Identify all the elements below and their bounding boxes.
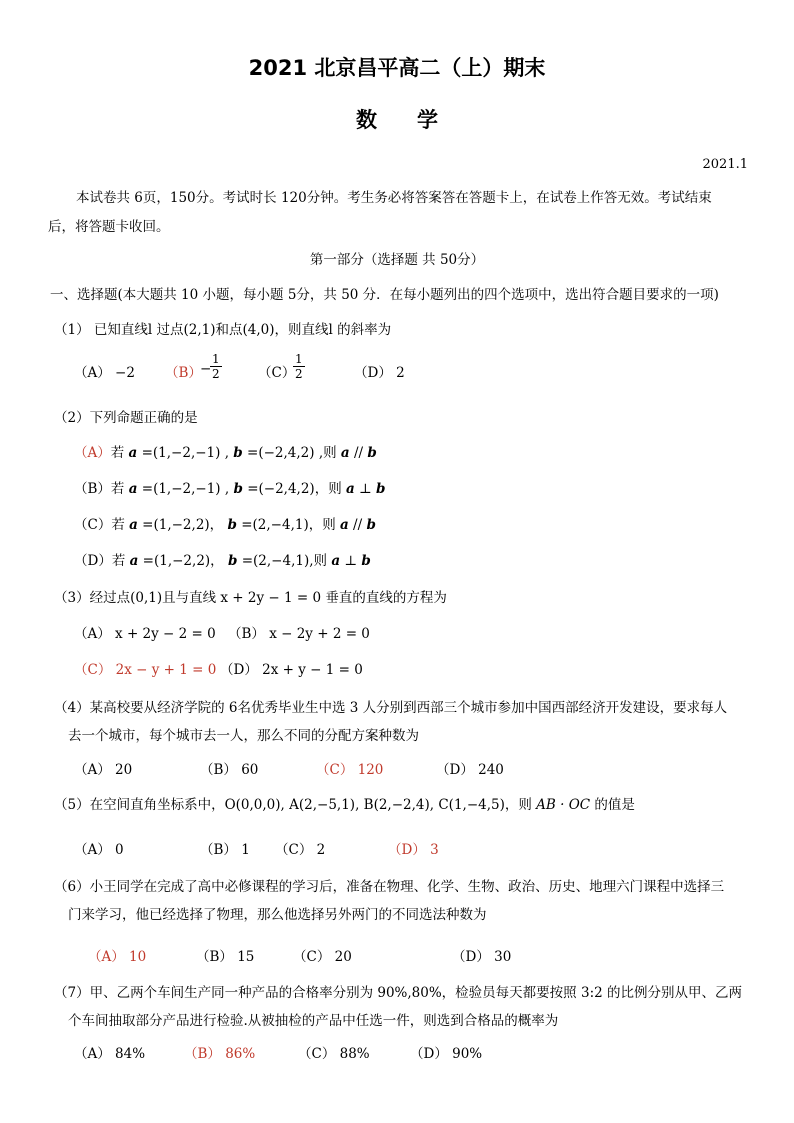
q2-stem: （2）下列命题正确的是 (54, 410, 198, 426)
q1-option-b-label: （B） (165, 365, 202, 381)
q3-option-a: （A） x + 2y − 2 = 0 (74, 626, 216, 642)
section-heading: 一、选择题(本大题共 10 小题，每小题 5分，共 50 分．在每小题列出的四个选项中，选出符合题目要求的一项) (50, 287, 719, 303)
q5-option-a: （A） 0 (74, 842, 124, 858)
q3-stem: （3）经过点(0,1)且与直线 x + 2y − 1 = 0 垂直的直线的方程为 (54, 590, 447, 606)
subject-title: 数学 (356, 108, 478, 132)
intro-line-1: 本试卷共 6页，150分。考试时长 120分钟。考生务必将答案答在答题卡上，在试卷上作答无效。考试结束 (76, 190, 712, 206)
q4-stem-line-1: （4）某高校要从经济学院的 6名优秀毕业生中选 3 人分别到西部三个城市参加中国西部经济开发建设，要求每人 (54, 700, 728, 716)
q1-option-d: （D） 2 (354, 365, 405, 381)
q5-stem (54, 793, 635, 813)
part-heading: 第一部分（选择题 共 50分） (309, 252, 485, 268)
q4-option-c: （C） 120 (316, 762, 384, 778)
fraction-numerator: 1 (212, 352, 220, 366)
q2-option-a: （A）若 a =(1,−2,−1) , b =(−2,4,2) ,则 a // b (74, 445, 377, 461)
q6-option-d: （D） 30 (452, 949, 512, 965)
q7-stem-line-1: （7）甲、乙两个车间生产同一种产品的合格率分别为 90%,80%，检验员每天都要按照 3:2 的比例分别从甲、乙两 (54, 985, 742, 1001)
q6-option-b: （B） 15 (196, 949, 255, 965)
q5-option-c: （C） 2 (275, 842, 326, 858)
q2-option-d: （D）若 a =(1,−2,2)， b =(2,−4,1),则 a ⊥ b (74, 553, 371, 569)
q5-stem-text: （5）在空间直角坐标系中，O(0,0,0), A(2,−5,1), B(2,−2,4), C(1,−4,5)，则 (54, 797, 532, 813)
q4-option-d: （D） 240 (436, 762, 504, 778)
exam-date: 2021.1 (702, 157, 748, 172)
q1-option-a: （A） −2 (74, 365, 135, 381)
fraction-numerator: 1 (295, 352, 303, 366)
q1-option-b-sign: − (200, 361, 212, 377)
q5-option-d: （D） 3 (388, 842, 439, 858)
q5-vector-product: AB · OC (536, 797, 591, 813)
q4-option-b: （B） 60 (200, 762, 259, 778)
q7-option-d: （D） 90% (410, 1046, 483, 1062)
q6-stem-line-1: （6）小王同学在完成了高中必修课程的学习后，准备在物理、化学、生物、政治、历史、地理六门课程中选择三 (54, 879, 725, 895)
intro-line-2: 后，将答题卡收回。 (48, 219, 170, 235)
q1-option-c-label: （C） (258, 365, 296, 381)
q7-option-a: （A） 84% (74, 1046, 146, 1062)
q1-option-b-fraction (210, 352, 222, 381)
q2-option-c: （C）若 a =(1,−2,2)， b =(2,−4,1)，则 a // b (74, 517, 376, 533)
q4-option-a: （A） 20 (74, 762, 133, 778)
q6-stem-line-2: 门来学习，他已经选择了物理，那么他选择另外两门的不同选法种数为 (68, 907, 487, 923)
q5-option-b: （B） 1 (200, 842, 250, 858)
q6-option-a: （A） 10 (88, 949, 147, 965)
q7-option-c: （C） 88% (298, 1046, 370, 1062)
q1-stem: （1） 已知直线l 过点(2,1)和点(4,0)，则直线l 的斜率为 (54, 322, 392, 338)
q7-option-b: （B） 86% (184, 1046, 256, 1062)
page-title: 2021 北京昌平高二（上）期末 (248, 56, 546, 80)
q6-option-c: （C） 20 (293, 949, 352, 965)
q3-option-d: （D） 2x + y − 1 = 0 (220, 662, 363, 678)
q3-option-b: （B） x − 2y + 2 = 0 (228, 626, 370, 642)
q2-option-b: （B）若 a =(1,−2,−1) , b =(−2,4,2)，则 a ⊥ b (74, 481, 386, 497)
q2-option-a-text: 若 a =(1,−2,−1) , b =(−2,4,2) ,则 a // b (110, 445, 377, 461)
q7-stem-line-2: 个车间抽取部分产品进行检验.从被抽检的产品中任选一件，则选到合格品的概率为 (68, 1013, 559, 1029)
q4-stem-line-2: 去一个城市，每个城市去一人，那么不同的分配方案种数为 (68, 728, 419, 744)
fraction-denominator: 2 (295, 367, 303, 381)
fraction-denominator: 2 (212, 367, 220, 381)
q3-option-c: （C） 2x − y + 1 = 0 (74, 662, 217, 678)
q5-stem-tail: 的值是 (594, 797, 635, 813)
q1-option-c-fraction (293, 352, 305, 381)
